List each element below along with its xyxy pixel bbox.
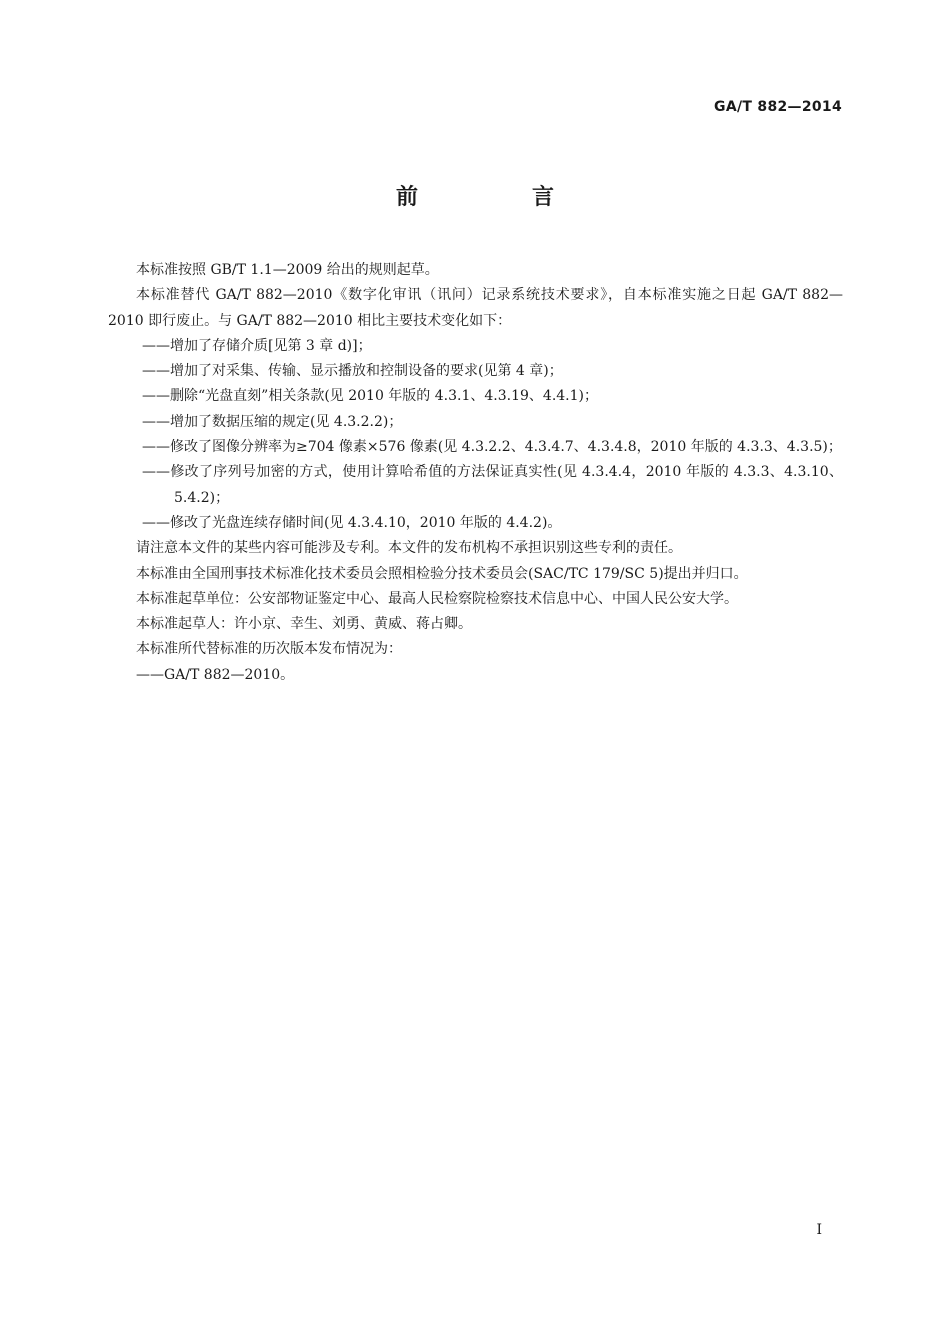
document-code: GA/T 882—2014 [714,99,842,115]
list-item: ——增加了对采集、传输、显示播放和控制设备的要求(见第 4 章)； [142,363,563,380]
list-item: ——增加了存储介质[见第 3 章 d)]； [142,337,372,354]
list-item: ——修改了图像分辨率为≥704 像素×576 像素(见 4.3.2.2、4.3.4.7、4.3.4.8，2010 年版的 4.3.3、4.3.5)； [142,439,842,456]
paragraph-patent-notice: 请注意本文件的某些内容可能涉及专利。本文件的发布机构不承担识别这些专利的责任。 [136,540,682,557]
list-item: ——增加了数据压缩的规定(见 4.3.2.2)； [142,413,403,430]
history-item: ——GA/T 882—2010。 [136,666,295,683]
paragraph-drafting-units: 本标准起草单位：公安部物证鉴定中心、最高人民检察院检察技术信息中心、中国人民公安大学。 [136,590,738,607]
paragraph-drafters: 本标准起草人：许小京、幸生、刘勇、黄威、蒋占卿。 [136,616,472,633]
page-title: 前 言 [395,185,600,210]
foreword-body [108,258,843,688]
list-item: ——修改了光盘连续存储时间(见 4.3.4.10，2010 年版的 4.4.2)。 [142,514,562,531]
paragraph-replacement: 本标准替代 GA/T 882—2010《数字化审讯（讯问）记录系统技术要求》，自本标准实施之日起 GA/T 882—2010 即行废止。与 GA/T 882—2010 相比主要技术变化如下： [108,287,843,329]
page-number: I [816,1222,822,1238]
list-item: ——删除“光盘直刻”相关条款(见 2010 年版的 4.3.1、4.3.19、4.4.1)； [142,388,598,405]
paragraph-drafting-rules: 本标准按照 GB/T 1.1—2009 给出的规则起草。 [136,262,439,278]
list-item: ——修改了序列号加密的方式，使用计算哈希值的方法保证真实性(见 4.3.4.4，2010 年版的 4.3.3、4.3.10、5.4.2)； [142,464,843,506]
paragraph-history-intro: 本标准所代替标准的历次版本发布情况为： [136,641,402,658]
paragraph-proposer: 本标准由全国刑事技术标准化技术委员会照相检验分技术委员会(SAC/TC 179/SC 5)提出并归口。 [136,565,748,582]
